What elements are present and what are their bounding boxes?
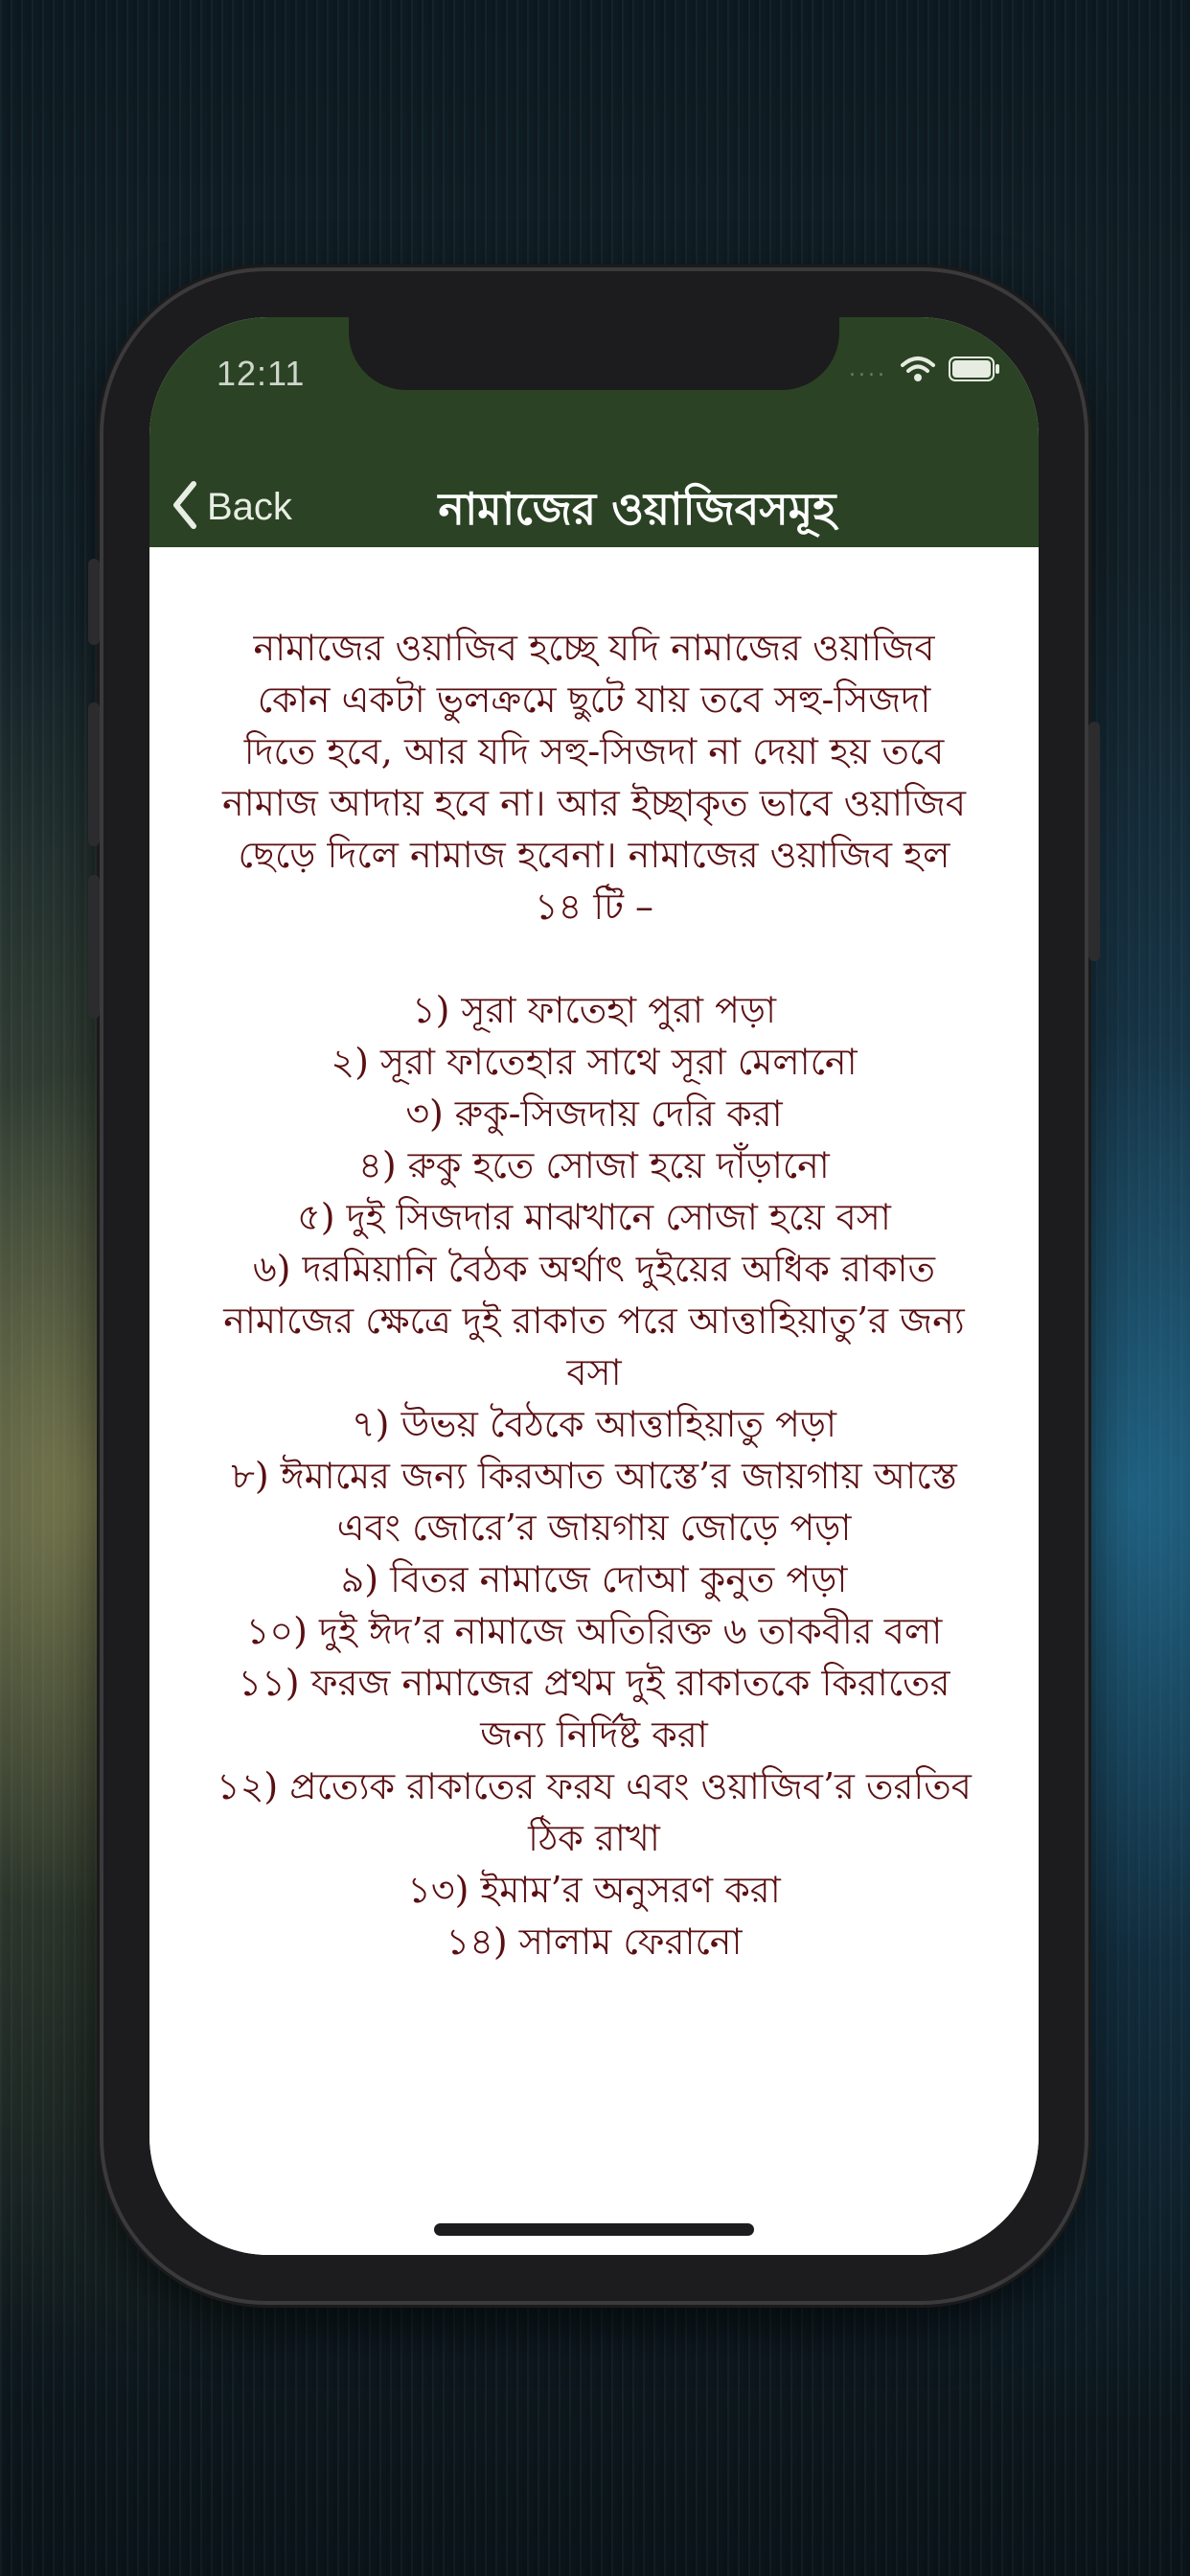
volume-up-button xyxy=(88,702,100,846)
screen xyxy=(149,317,1039,2255)
list-item: ১১) ফরজ নামাজের প্রথম দুই রাকাতকে কিরাতের জন্য নির্দিষ্ট করা xyxy=(238,1662,950,1756)
intro-paragraph: নামাজের ওয়াজিব হচ্ছে যদি নামাজের ওয়াজিব কোন একটা ভুলক্রমে ছুটে যায় তবে সহু-সিজদা দিতে হবে, আর যদি সহু-সিজদা না দেয়া হয় তবে নামাজ আদায় হবে না। আর ইচ্ছাকৃত ভাবে ওয়াজিব ছেড়ে দিলে নামাজ হবেনা। নামাজের ওয়াজিব হল ১৪ টি – xyxy=(222,627,966,928)
list-item: ৯) বিতর নামাজে দোআ কুনুত পড়া xyxy=(340,1558,848,1600)
navigation-bar xyxy=(149,459,1039,547)
list-item: ৩) রুকু-সিজদায় দেরি করা xyxy=(405,1092,783,1135)
content-text xyxy=(217,622,972,1967)
list-item: ৭) উভয় বৈঠকে আত্তাহিয়াতু পড়া xyxy=(351,1403,837,1445)
wifi-icon xyxy=(901,356,935,382)
silent-switch xyxy=(88,559,100,645)
signal-icon: .... xyxy=(849,356,887,381)
list-item: ৪) রুকু হতে সোজা হয়ে দাঁড়ানো xyxy=(358,1144,830,1186)
list-item: ৬) দরমিয়ানি বৈঠক অর্থাৎ দুইয়ের অধিক রাকাত নামাজের ক্ষেত্রে দুই রাকাত পরে আত্তাহিয়াতু’র জন্য বসা xyxy=(223,1248,965,1393)
chevron-left-icon xyxy=(171,480,199,534)
page-title: নামাজের ওয়াজিবসমূহ xyxy=(438,483,836,535)
list-item: ৫) দুই সিজদার মাঝখানে সোজা হয়ে বসা xyxy=(297,1196,891,1238)
status-icons xyxy=(849,356,1000,382)
volume-down-button xyxy=(88,875,100,1019)
list-item: ৮) ঈমামের জন্য কিরআত আস্তে’র জায়গায় আস্তে এবং জোরে’র জায়গায় জোড়ে পড়া xyxy=(231,1455,957,1549)
list-item: ১০) দুই ঈদ’র নামাজে অতিরিক্ত ৬ তাকবীর বলা xyxy=(245,1610,943,1652)
back-button[interactable] xyxy=(171,480,292,534)
battery-icon xyxy=(949,356,1000,381)
back-label: Back xyxy=(207,485,292,528)
list-item: ১২) প্রত্যেক রাকাতের ফরয এবং ওয়াজিব’র তরতিব ঠিক রাখা xyxy=(217,1765,972,1859)
home-indicator[interactable] xyxy=(434,2223,754,2236)
phone-frame xyxy=(103,271,1085,2301)
spacer xyxy=(217,932,972,984)
list-item: ১৩) ইমাম’র অনুসরণ করা xyxy=(407,1869,781,1911)
list-item: ১) সূরা ফাতেহা পুরা পড়া xyxy=(411,989,777,1031)
list-item: ২) সূরা ফাতেহার সাথে সূরা মেলানো xyxy=(331,1041,858,1083)
notch xyxy=(349,317,839,390)
power-button xyxy=(1088,722,1100,961)
content-area[interactable] xyxy=(149,547,1039,2255)
status-time: 12:11 xyxy=(217,354,306,393)
list-item: ১৪) সালাম ফেরানো xyxy=(446,1920,743,1963)
